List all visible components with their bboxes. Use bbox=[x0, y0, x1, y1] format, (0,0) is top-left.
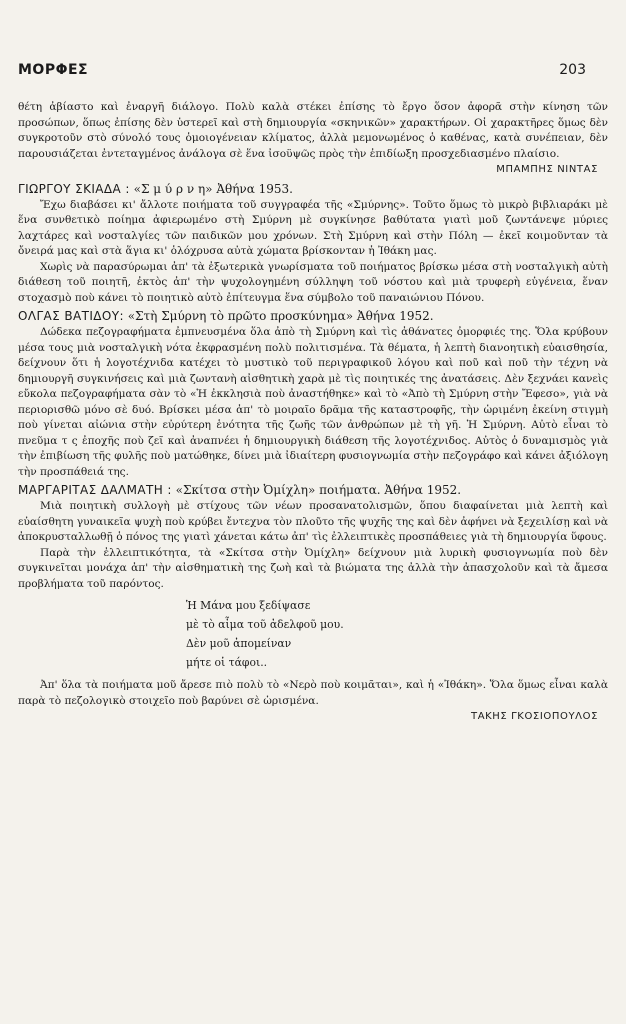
poem-line: Δὲν μοῦ ἀπομείναν bbox=[186, 637, 292, 650]
page-number: 203 bbox=[559, 62, 586, 78]
review-work-title: «Σκίτσα στὴν Ὀμίχλη» bbox=[175, 483, 316, 497]
review-place-year: Ἀθήνα 1952. bbox=[356, 309, 434, 323]
review-paragraph: Ἔχω διαβάσει κι' ἄλλοτε ποιήματα τοῦ συγγραφέα τῆς «Σμύρνης». Τοῦτο ὅμως τὸ μικρὸ βιβλιαράκι μὲ ἕνα συνθετικὸ ποίημα ἀφιερωμένο στὴ Σμύρνη μὲ συγκίνησε βαθύτατα γιατὶ μοῦ ζωντάνεψε μύριες λαχτάρες καὶ νοσταλγίες τῶν παιδικῶν μου χρόνων. Στὴ Σμύρνη καὶ στὴν Πόλη — ἐκεῖ κοιμοῦνταν τὰ ὄνειρά μας καὶ στὰ ἅγια κι' ὁλόχρυσα αὐτὰ χώματα βρίσκονταν ἡ Ἰθάκη μας. bbox=[18, 198, 608, 257]
poem-line: Ἡ Μάνα μου ξεδίψασε bbox=[186, 599, 311, 612]
article-body bbox=[18, 100, 608, 727]
page-header bbox=[18, 62, 610, 84]
review-paragraph: Χωρὶς νὰ παρασύρωμαι ἀπ' τὰ ἐξωτερικὰ γνωρίσματα τοῦ ποιήματος βρίσκω μέσα στὴ νοσταλγικὴ αὐτὴ διάθεση τοῦ ποιητῆ, ἐκτὸς ἀπ' τὴν ψυχολογημένη σύλληψη τοῦ νόστου καὶ μιὰ τρυφερὴ εὐγένεια, ἕναν στοχασμὸ ποὺ κάνει τὸ ποιητικὸ αὐτὸ ἐπίτευγμα ἕνα σύμβολο τοῦ παναιώνιου Πόνου. bbox=[18, 260, 608, 304]
review-paragraph: Παρὰ τὴν ἐλλειπτικότητα, τὰ «Σκίτσα στὴν Ὀμίχλη» δείχνουν μιὰ λυρικὴ φυσιογνωμία ποὺ δὲν συγκινεῖται μονάχα ἀπ' τὴν αἰσθηματικὴ της ζωὴ καὶ τὰ βιώματα της ἀλλὰ τὴν ἀπασχολοῦν καὶ τὰ ἄμεσα προβλήματα τοῦ παρόντος. bbox=[18, 546, 608, 590]
poem-line: μήτε οἱ τάφοι.. bbox=[186, 656, 268, 669]
review-heading-vatidou bbox=[18, 307, 608, 325]
review-place-year: Ἀθήνα 1953. bbox=[216, 181, 293, 196]
review-author: ΟΛΓΑΣ ΒΑΤΙΔΟΥ: bbox=[18, 309, 124, 323]
review-heading-dalmati bbox=[18, 481, 608, 499]
review-paragraph: Μιὰ ποιητικὴ συλλογὴ μὲ στίχους τῶν νέων προσανατολισμῶν, ὅπου διαφαίνεται μιὰ λεπτὴ καὶ εὐαίσθητη γυναικεῖα ψυχὴ ποὺ κρύβει ἔντεχνα τὸν πλοῦτο τῆς ψυχῆς της καὶ δὲν ἀφήνει νὰ ξεχειλίσῃ καὶ νὰ ἀποκρυσταλλωθῇ ὁ πόνος της γιατὶ χάνεται κάτω ἀπ' τὶς ἐλλειπτικὲς προσπάθειες γιὰ τὴ δημιουργία ὕφους. bbox=[18, 500, 608, 543]
journal-title: ΜΟΡΦΕΣ bbox=[18, 62, 89, 78]
review-heading-skiadas bbox=[18, 180, 608, 198]
review-paragraph: Δώδεκα πεζογραφήματα ἐμπνευσμένα ὅλα ἀπὸ τὴ Σμύρνη καὶ τὶς ἀθάνατες ὀμορφιές της. Ὅλα κρύβουν μέσα τους μιὰ νοσταλγικὴ νότα ἐκφρασμένη πολὺ πολιτισμένα. Τὰ θέματα, ἡ λεπτὴ διανοητικὴ εὐαισθησία, δείχνουν ὅτι ἡ λογοτέχνιδα κατέχει τὸ μυστικὸ τοῦ περιγραφικοῦ λόγου καὶ ποῦ καὶ ποῦ τὴν τέχνη νὰ δημιουργῆ συγκινήσεις καὶ μιὰ ζωντανὴ αἰσθητικὴ χαρὰ μὲ τὶς ποιητικές της ἀνατάσεις. Δὲν ξεχνάει κανεὶς εὔκολα πεζογραφήματα σὰν τὸ «Ἡ ἐκκλησιὰ ποὺ ἀναστήθηκε» καὶ τὸ «Ἀπὸ τὴ Σμύρνη στὴν Ἔφεσο», γιὰ νὰ περιορισθῶ μόνο σὲ δυό. Βρίσκει μέσα ἀπ' τὸ μοιραῖο δρᾶμα τῆς καταστροφῆς, τὴν ὡριμένη ἐκείνη στιγμὴ ποὺ γίνεται αἰώνια στὴν εὐρύτερη ἑνότητα τῆς ζωῆς τῶν ἀνθρώπων μὲ τὴ γῆ. Ἡ Σμύρνη. Αὐτὸ εἶναι τὸ πνεῦμα τ ς ἐποχῆς ποὺ ζεῖ καὶ ἀναπνέει ἡ δημιουργικὴ διάθεση τῆς λογοτέχνιδος. Αὐτὸς ὁ δυναμισμὸς γιὰ τὴν ἐπιβίωση τῆς φυλῆς ποὺ ματώθηκε, δίνει μιὰ ἰδιαίτερη φυσιογνωμία στὴν πεζογράφο καὶ κάνει ἀξιόλογη τὴν προσπάθειά της. bbox=[18, 326, 608, 478]
intro-paragraph: θέτη ἀβίαστο καὶ ἐναργῆ διάλογο. Πολὺ καλὰ στέκει ἐπίσης τὸ ἔργο ὅσον ἀφορᾶ στὴν κίνηση τῶν προσώπων, ὅπως ἐπίσης δὲν ὑστερεῖ καὶ στὴ δημιουργία «σκηνικῶν» χαρακτήρων. Οἱ χαρακτῆρες ὅμως δὲν συγκροτοῦν στὸ σύνολό τους ὁμοιογένειαν κλίματος, ἀλλὰ μεμονωμένος ὁ καθένας, κατὰ συνέπειαν, δὲν παρουσιάζεται ἐντεταγμένος ἀνάλογα σὲ ἕνα ἰσοϋψῶς πρὸς τὴν ἐπιδίωξη προσχεδιασμένο πλαίσιο. bbox=[18, 101, 608, 160]
review-author: ΓΙΩΡΓΟΥ ΣΚΙΑΔΑ : bbox=[18, 181, 130, 196]
poem-line: μὲ τὸ αἷμα τοῦ ἀδελφοῦ μου. bbox=[186, 618, 344, 631]
review-author: ΜΑΡΓΑΡΙΤΑΣ ΔΑΛΜΑΤΗ : bbox=[18, 483, 172, 497]
review-place-year: ποιήματα. Ἀθήνα 1952. bbox=[319, 483, 462, 497]
review-work-title: «Στὴ Σμύρνη τὸ πρῶτο προσκύνημα» bbox=[127, 309, 354, 323]
review-paragraph: Ἀπ' ὅλα τὰ ποιήματα μοῦ ἄρεσε πιὸ πολὺ τὸ «Νερὸ ποὺ κοιμᾶται», καὶ ἡ «Ἰθάκη». Ὅλα ὅμως εἶναι καλὰ παρὰ τὸ πεζολογικὸ στοιχεῖο ποὺ βαρύνει σὲ ὡρισμένα. bbox=[18, 679, 608, 707]
signature-gkosiopoulos: ΤΑΚΗΣ ΓΚΟΣΙΟΠΟΥΛΟΣ bbox=[471, 711, 598, 722]
poem-excerpt bbox=[186, 596, 608, 672]
signature-nintas: ΜΠΑΜΠΗΣ ΝΙΝΤΑΣ bbox=[496, 164, 598, 175]
review-work-title: «Σ μ ύ ρ ν η» bbox=[133, 181, 213, 196]
